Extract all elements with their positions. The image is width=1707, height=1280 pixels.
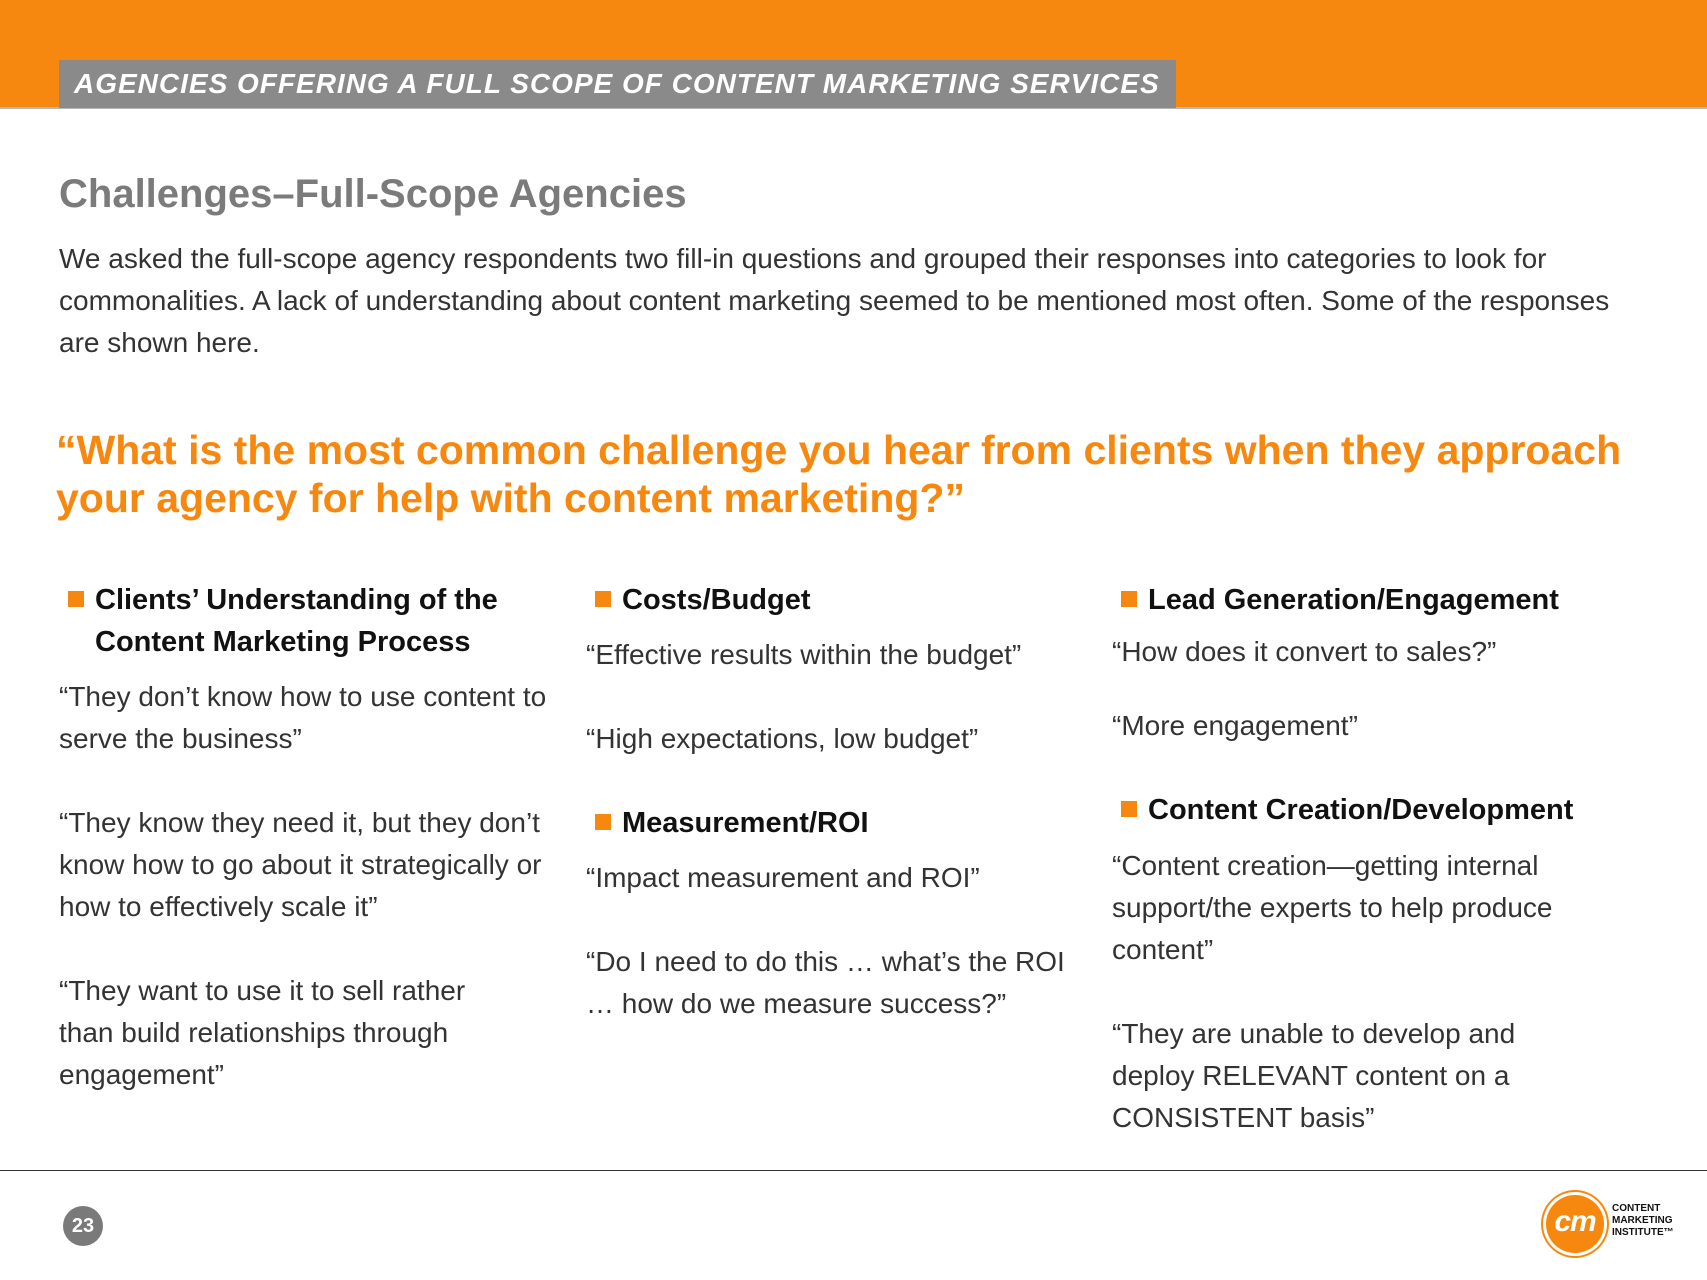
content-marketing-institute-logo <box>1546 1193 1696 1261</box>
category-understanding-title: Clients’ Understanding of the Content Marketing Process <box>95 584 498 658</box>
logo-line-2: MARKETING <box>1612 1215 1673 1226</box>
category-understanding-heading <box>95 579 565 663</box>
quote-understanding-1: “They don’t know how to use content to serve the business” <box>59 681 547 754</box>
category-measurement-title: Measurement/ROI <box>622 807 869 839</box>
square-bullet-icon <box>595 814 611 830</box>
section-label: AGENCIES OFFERING A FULL SCOPE OF CONTENT MARKETING SERVICES <box>74 68 1160 99</box>
quote-understanding-2: “They know they need it, but they don’t know how to go about it strategically or how to effectively scale it” <box>59 807 542 922</box>
category-lead-gen-heading <box>1148 579 1688 621</box>
square-bullet-icon <box>595 591 611 607</box>
logo-mark: cm <box>1554 1205 1596 1238</box>
cm-logo-icon <box>1546 1195 1604 1253</box>
logo-line-1: CONTENT <box>1612 1203 1661 1214</box>
category-content-creation-heading <box>1148 789 1688 831</box>
quote-lead-gen-1: “How does it convert to sales?” <box>1112 636 1497 667</box>
category-lead-gen-title: Lead Generation/Engagement <box>1148 584 1559 616</box>
category-costs-title: Costs/Budget <box>622 584 811 616</box>
page-number: 23 <box>63 1206 103 1246</box>
quote-content-creation-1: “Content creation—getting internal support/the experts to help produce content” <box>1112 850 1553 965</box>
category-measurement-heading <box>622 802 1062 844</box>
quote-understanding-3: “They want to use it to sell rather than build relationships through engagement” <box>59 975 466 1090</box>
category-content-creation-title: Content Creation/Development <box>1148 794 1574 826</box>
logo-wordmark <box>1612 1203 1674 1239</box>
square-bullet-icon <box>68 591 84 607</box>
quote-content-creation-2: “They are unable to develop and deploy RELEVANT content on a CONSISTENT basis” <box>1112 1018 1516 1133</box>
logo-line-3: INSTITUTE™ <box>1612 1227 1674 1238</box>
footer-rule <box>0 1170 1707 1171</box>
quote-costs-2: “High expectations, low budget” <box>586 723 979 754</box>
intro-paragraph: We asked the full-scope agency respondents two fill-in questions and grouped their responses into categories to look for commonalities. A lack of understanding about content marketing seemed to be mentioned most often. Some of the responses are shown here. <box>59 243 1610 358</box>
category-costs-heading <box>622 579 1062 621</box>
quote-measurement-2: “Do I need to do this … what’s the ROI … how do we measure success?” <box>586 946 1065 1019</box>
page-title: Challenges–Full-Scope Agencies <box>59 172 687 216</box>
survey-question: “What is the most common challenge you hear from clients when they approach your agency for help with content marketing?” <box>56 427 1622 521</box>
quote-costs-1: “Effective results within the budget” <box>586 639 1022 670</box>
section-tab <box>59 60 1176 108</box>
quote-measurement-1: “Impact measurement and ROI” <box>586 862 980 893</box>
square-bullet-icon <box>1121 801 1137 817</box>
square-bullet-icon <box>1121 591 1137 607</box>
quote-lead-gen-2: “More engagement” <box>1112 710 1358 741</box>
